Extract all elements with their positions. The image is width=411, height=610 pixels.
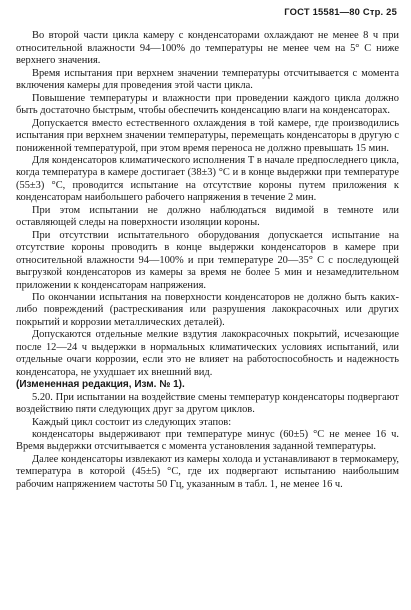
paragraph: При отсутствии испытательного оборудования допускается испытание на отсутствие короны проводить в конце выдержки конденсаторов в камере при относительной влажности 94—100% и при температуре 20—35° С с последующей выгрузкой конденсаторов из камеры за время не более 5 мин и незамедлительном приложении к конденсаторам напряжения. — [16, 229, 399, 291]
paragraph: По окончании испытания на поверхности конденсаторов не должно быть каких-либо повреждений (растрескивания или разрушения лакокрасочных или других покрытий и коррозии металлических деталей). — [16, 291, 399, 328]
page-header: ГОСТ 15581—80 Стр. 25 — [284, 6, 397, 17]
paragraph: конденсаторы выдерживают при температуре минус (60±5) °С не менее 16 ч. Время выдержки отсчитывается с момента установления заданной температуры. — [16, 428, 399, 453]
paragraph: Во второй части цикла камеру с конденсаторами охлаждают не менее 8 ч при относительной влажности 94—100% до температуры не менее чем на 5° С ниже верхнего значения. — [16, 30, 399, 67]
paragraph: При этом испытании не должно наблюдаться видимой в темноте или оставляющей следы на поверхности изоляции короны. — [16, 204, 399, 229]
paragraph: Время испытания при верхнем значении температуры отсчитывается с момента включения камеры для проведения этой части цикла. — [16, 67, 399, 92]
paragraph: Допускается вместо естественного охлаждения в той камере, где производились испытания при верхнем значении температуры, перемещать конденсаторы в другую с пониженной температурой, при этом время переноса не должно превышать 15 мин. — [16, 117, 399, 154]
paragraph: Допускаются отдельные мелкие вздутия лакокрасочных покрытий, исчезающие после 12—24 ч выдержки в нормальных климатических условиях испытаний, или отдельные очаги коррозии, если это не влияет на работоспособность и надежность конденсатора, не ухудшает их внешний вид. — [16, 329, 399, 378]
paragraph: Каждый цикл состоит из следующих этапов: — [32, 416, 232, 428]
section-5-20: 5.20. При испытании на воздействие смены температур конденсаторы подвергают воздействию пяти следующих друг за другом циклов. — [16, 391, 399, 416]
amendment-note: (Измененная редакция, Изм. № 1). — [16, 379, 185, 391]
paragraph: Далее конденсаторы извлекают из камеры холода и устанавливают в термокамеру, температура в которой (45±5) °С, где их подвергают испытанию наибольшим рабочим напряжением частоты 50 Гц, указанным в табл. 1, не менее 16 ч. — [16, 453, 399, 490]
paragraph: Повышение температуры и влажности при проведении каждого цикла должно быть достаточно быстрым, чтобы обеспечить конденсацию влаги на конденсаторах. — [16, 92, 399, 117]
paragraph: Для конденсаторов климатического исполнения Т в начале предпоследнего цикла, когда температура в камере достигает (38±3) °С и в конце выдержки при температуре (55±3) °С, проводится испытание на отсутствие короны путем приложения к конденсаторам наибольшего рабочего напряжения в течение 2 мин. — [16, 154, 399, 204]
